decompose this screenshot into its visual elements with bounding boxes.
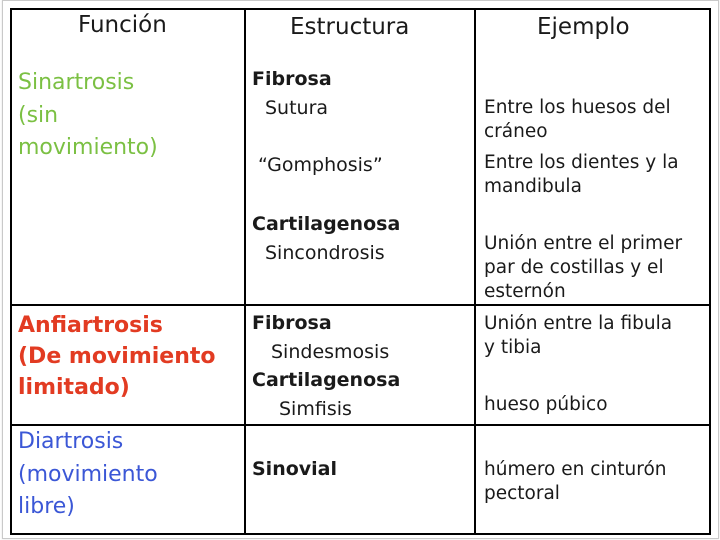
header-ejemplo: Ejemplo <box>537 14 630 40</box>
anfiartrosis-subtitle: limitado) <box>18 375 130 400</box>
header-funcion: Función <box>78 12 167 38</box>
structure-subtype: “Gomphosis” <box>258 154 383 176</box>
example-text: Unión entre el primer <box>484 233 683 254</box>
structure-subtype: Simfisis <box>279 398 352 420</box>
structure-subtype: Sutura <box>265 97 329 119</box>
structure-type: Sinovial <box>252 458 338 480</box>
sinartrosis-subtitle: (sin <box>18 103 59 128</box>
row-divider <box>10 424 711 426</box>
diartrosis-subtitle: libre) <box>18 494 75 519</box>
structure-subtype: Sincondrosis <box>265 242 385 264</box>
example-text: mandibula <box>484 176 582 197</box>
structure-type: Cartilagenosa <box>252 369 401 391</box>
example-text: esternón <box>484 281 566 302</box>
structure-type: Cartilagenosa <box>252 213 401 235</box>
structure-type: Fibrosa <box>252 68 332 90</box>
anfiartrosis-title: Anfiartrosis <box>18 313 163 338</box>
example-text: Entre los huesos del <box>484 97 671 118</box>
sinartrosis-title: Sinartrosis <box>18 70 135 95</box>
row-divider <box>10 304 711 306</box>
column-divider <box>474 8 476 535</box>
structure-subtype: Sindesmosis <box>271 341 390 363</box>
example-text: y tibia <box>484 337 542 358</box>
header-estructura: Estructura <box>290 14 410 40</box>
sinartrosis-subtitle: movimiento) <box>18 135 158 160</box>
structure-type: Fibrosa <box>252 312 332 334</box>
example-text: cráneo <box>484 121 548 142</box>
column-divider <box>244 8 246 535</box>
example-text: hueso púbico <box>484 394 608 415</box>
example-text: pectoral <box>484 483 560 504</box>
example-text: Unión entre la fibula <box>484 313 673 334</box>
example-text: par de costillas y el <box>484 257 664 278</box>
anfiartrosis-subtitle: (De movimiento <box>18 344 216 369</box>
diartrosis-subtitle: (movimiento <box>18 462 158 487</box>
example-text: húmero en cinturón <box>484 459 667 480</box>
example-text: Entre los dientes y la <box>484 152 679 173</box>
diartrosis-title: Diartrosis <box>18 429 124 454</box>
